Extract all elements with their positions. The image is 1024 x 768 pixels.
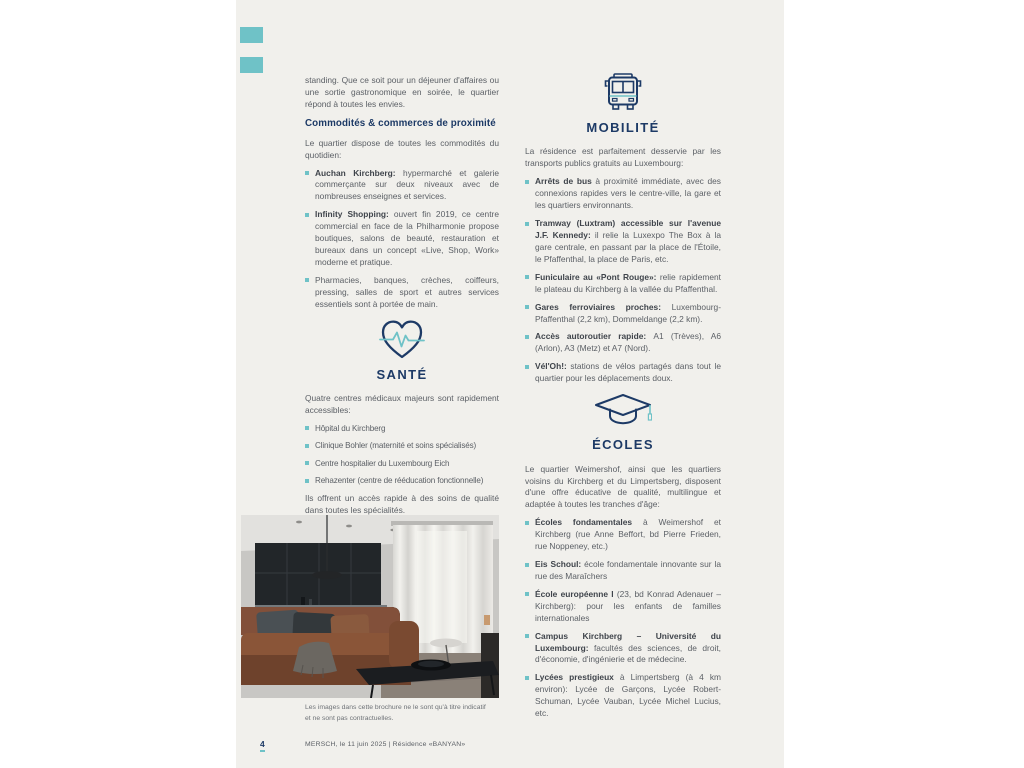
photo-caption: Les images dans cette brochure ne le sont qu'à titre indicatif et ne sont pas contractuelles. [305,704,486,722]
sante-list [305,423,499,487]
list-item: Arrêts de bus à proximité immédiate, avec des connexions rapides vers le centre-ville, la gare et les quartiers environnants. [525,176,721,212]
page-number: 4 [260,739,265,752]
bullet-square-icon [525,592,529,596]
heart-pulse-icon [379,319,425,361]
bullet-square-icon [525,275,529,279]
list-item: Funiculaire au «Pont Rouge»: relie rapidement le plateau du Kirchberg à la vallée du Pfaffenthal. [525,272,721,296]
bullet-square-icon [525,180,529,184]
list-item: Gares ferroviaires proches: Luxembourg-Pfaffenthal (2,2 km), Dommeldange (2,2 km). [525,302,721,326]
bullet-square-icon [305,461,309,465]
living-room-photo [241,515,499,698]
sante-heading: SANTÉ [376,366,428,382]
list-item: Pharmacies, banques, crèches, coiffeurs, pressing, salles de sport et autres services essentiels sont à portée de main. [305,275,499,311]
list-item: Tramway (Luxtram) accessible sur l'avenue J.F. Kennedy: il relie la Luxexpo The Box à la gare centrale, en passant par la place de l'Étoile, le Pfaffenthal, la place de Paris, etc. [525,218,721,266]
mobilite-intro: La résidence est parfaitement desservie par les transports publics gratuits au Luxembourg: [525,146,721,169]
bullet-square-icon [305,278,309,282]
list-item: Eis Schoul: école fondamentale innovante sur la rue des Maraîchers [525,559,721,583]
bullet-square-icon [305,479,309,483]
list-item: Clinique Bohler (maternité et soins spécialisés) [305,440,499,451]
commodites-heading: Commodités & commerces de proximité [305,117,496,129]
list-item: Centre hospitalier du Luxembourg Eich [305,458,499,469]
intro-paragraph: standing. Que ce soit pour un déjeuner d'affaires ou une sortie gastronomique en soirée, le quartier répond à toutes les envies. [305,75,499,109]
list-item: Accès autoroutier rapide: A1 (Trèves), A6 (Arlon), A3 (Metz) et A7 (Nord). [525,331,721,355]
list-item: Rehazenter (centre de rééducation fonctionnelle) [305,475,499,486]
right-column [525,64,721,726]
list-item: Auchan Kirchberg: hypermarché et galerie commerçante sur deux niveaux avec de nombreuses enseignes et services. [305,168,499,204]
brochure-page [236,0,784,768]
list-item: Infinity Shopping: ouvert fin 2019, ce centre commercial en face de la Philharmonie propose boutiques, salons de beauté, restauration et bureaux dans un concept «Live, Shop, Work» moderne et pratique. [305,209,499,269]
list-item: Lycées prestigieux à Limpertsberg (à 4 km environ): Lycée de Garçons, Lycée Robert-Schuman, Lycée Vauban, Lycée Michel Lucius, etc. [525,672,721,720]
list-item: École européenne I (23, bd Konrad Adenauer – Kirchberg): pour les enfants de familles internationales [525,589,721,625]
mobilite-section-header [525,72,721,137]
mobilite-list [525,176,721,385]
list-item: Vél'Oh!: stations de vélos partagés dans tout le quartier pour les déplacements doux. [525,361,721,385]
bullet-square-icon [305,171,309,175]
list-item: Écoles fondamentales à Weimershof et Kirchberg (rue Anne Beffort, bd Pierre Frieden, rue Noppeney, etc.) [525,517,721,553]
graduation-cap-icon [594,393,652,431]
bullet-square-icon [525,634,529,638]
footer-text: MERSCH, le 11 juin 2025 | Résidence «BANYAN» [305,741,466,748]
sante-outro: Ils offrent un accès rapide à des soins de qualité dans toutes les spécialités. [305,492,499,515]
ecoles-intro: Le quartier Weimershof, ainsi que les quartiers voisins du Kirchberg et du Limpertsberg, disposent d'une offre éducative de qualité, multilingue et adaptée à toutes les tranches d'âge: [525,463,721,510]
commodites-intro: Le quartier dispose de toutes les commodités du quotidien: [305,137,499,160]
sante-section-header [305,319,499,384]
bullet-square-icon [305,444,309,448]
bullet-square-icon [525,335,529,339]
bullet-square-icon [305,213,309,217]
ecoles-section-header [525,393,721,454]
bullet-square-icon [525,676,529,680]
commodites-list [305,168,499,311]
list-item: Campus Kirchberg – Université du Luxembourg: facultés des sciences, de droit, d'économie, d'ingénierie et de médecine. [525,631,721,667]
bullet-square-icon [525,521,529,525]
left-column [305,75,499,523]
bullet-square-icon [525,305,529,309]
ecoles-heading: ÉCOLES [592,437,654,453]
accent-square [240,57,263,73]
mobilite-heading: MOBILITÉ [586,120,660,135]
sante-intro: Quatre centres médicaux majeurs sont rapidement accessibles: [305,393,499,416]
list-item: Hôpital du Kirchberg [305,423,499,434]
bus-icon [600,72,646,114]
bullet-square-icon [305,426,309,430]
ecoles-list [525,517,721,720]
bullet-square-icon [525,365,529,369]
bullet-square-icon [525,222,529,226]
accent-square [240,27,263,43]
bullet-square-icon [525,563,529,567]
